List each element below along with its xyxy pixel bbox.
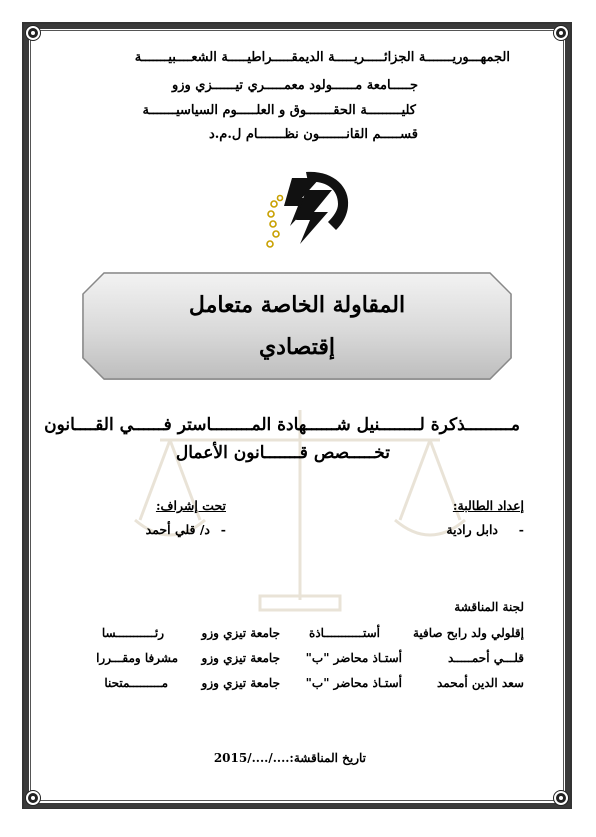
supervisor-name: د/ قلي أحمد xyxy=(145,522,210,537)
border-strip-right xyxy=(565,24,570,808)
university-name: جـــــامعة مــــــولود معمـــــري تيــــــزي وزو xyxy=(171,78,418,93)
jury-member-role: رئـــــــــــسا xyxy=(101,626,164,640)
department-name: قســـــم القانـــــــون نظـــــــام ل.م.د xyxy=(208,127,418,142)
jury-member-role: مـــــــــمتحنا xyxy=(104,676,168,690)
university-logo-icon xyxy=(262,168,352,250)
defense-date: تاريخ المناقشة:..../..../2015 xyxy=(213,751,366,765)
border-strip-left xyxy=(24,24,29,808)
student-name: دابل رادية xyxy=(446,522,498,537)
corner-ornament-icon xyxy=(554,26,568,40)
jury-member-name: سعد الدين أمحمد xyxy=(436,676,524,690)
corner-ornament-icon xyxy=(26,791,40,805)
thesis-title-line-1: المقاولة الخاصة متعامل xyxy=(188,292,406,318)
student-dash: - xyxy=(518,522,524,537)
jury-member-university: جامعة تيزي وزو xyxy=(201,676,280,690)
jury-member-name: إقلولي ولد رابح صافية xyxy=(412,626,524,640)
memo-specialty: تخـــــصص قـــــــانون الأعمال xyxy=(175,443,390,463)
border-strip-bottom xyxy=(24,803,570,808)
thesis-title-frame xyxy=(82,272,512,380)
thesis-title-line-2: إقتصادي xyxy=(258,334,336,360)
student-heading: إعداد الطالبة: xyxy=(452,498,524,513)
memo-purpose: مـــــــــذكرة لــــــــنيل شــــــهادة المــــــــاستر فــــــي القــــانون xyxy=(44,415,520,435)
jury-member-rank: أستـــــــــــاذة xyxy=(309,626,380,640)
corner-ornament-icon xyxy=(26,26,40,40)
jury-member-name: قلـــي أحمـــــد xyxy=(447,651,524,665)
republic-name: الجمهـــوريـــــــة الجزائـــــريـــــة الديمقـــــراطيـــــة الشعــــبيـــــــة xyxy=(134,50,510,65)
jury-member-rank: أستـاذ محاضر "ب" xyxy=(305,651,402,665)
border-strip-top xyxy=(24,24,570,29)
jury-member-rank: أستـاذ محاضر "ب" xyxy=(305,676,402,690)
jury-member-university: جامعة تيزي وزو xyxy=(201,651,280,665)
supervisor-heading: تحت إشراف: xyxy=(155,498,226,513)
supervisor-dash: - xyxy=(220,522,226,537)
jury-member-role: مشرفا ومقـــررا xyxy=(96,651,178,665)
corner-ornament-icon xyxy=(554,791,568,805)
faculty-name: كليـــــــــة الحقـــــــوق و العلـــــوم السياسيـــــــة xyxy=(142,103,416,118)
jury-heading: لجنة المناقشة xyxy=(454,600,524,614)
jury-member-university: جامعة تيزي وزو xyxy=(201,626,280,640)
